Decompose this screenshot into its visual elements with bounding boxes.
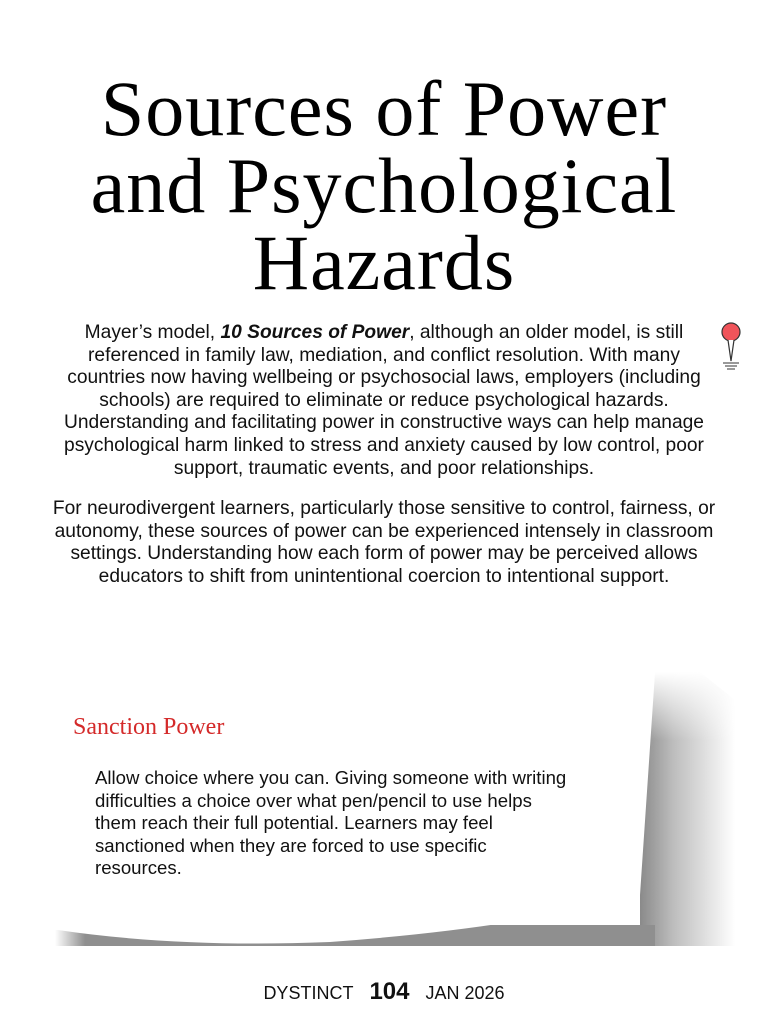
title-line-1: Sources of Power [100, 65, 668, 152]
page-number: 104 [369, 978, 410, 1005]
magazine-name: DYSTINCT [263, 983, 354, 1003]
intro-text: , although an older model, is still referenced in family law, mediation, and conflict resolution. With many countries now having wellbeing or psychosocial laws, employers (including schools) are required to eliminate or reduce psychological hazards. Understanding and facilitating power in constructive ways can help manage psychological harm linked to stress and anxiety caused by low control, poor support, traumatic events, and poor relationships. [64, 322, 704, 479]
intro-text: Mayer’s model, [84, 322, 221, 343]
page-footer [0, 978, 768, 1006]
note-heading: Sanction Power [73, 714, 225, 740]
title-line-2: and Psychological [90, 142, 678, 229]
title-line-3: Hazards [252, 219, 516, 306]
note-body: Allow choice where you can. Giving someone with writing difficulties a choice over what pen/pencil to use helps them reach their full potential. Learners may feel sanctioned when they are forced to use specific resources. [95, 767, 567, 879]
issue-date: JAN 2026 [425, 983, 505, 1003]
intro-paragraph-2: For neurodivergent learners, particularly those sensitive to control, fairness, or autonomy, these sources of power can be experienced intensely in classroom settings. Understanding how each form of power may be perceived allows educators to shift from unintentional coercion to intentional support. [52, 498, 716, 587]
model-name: 10 Sources of Power [220, 322, 410, 343]
